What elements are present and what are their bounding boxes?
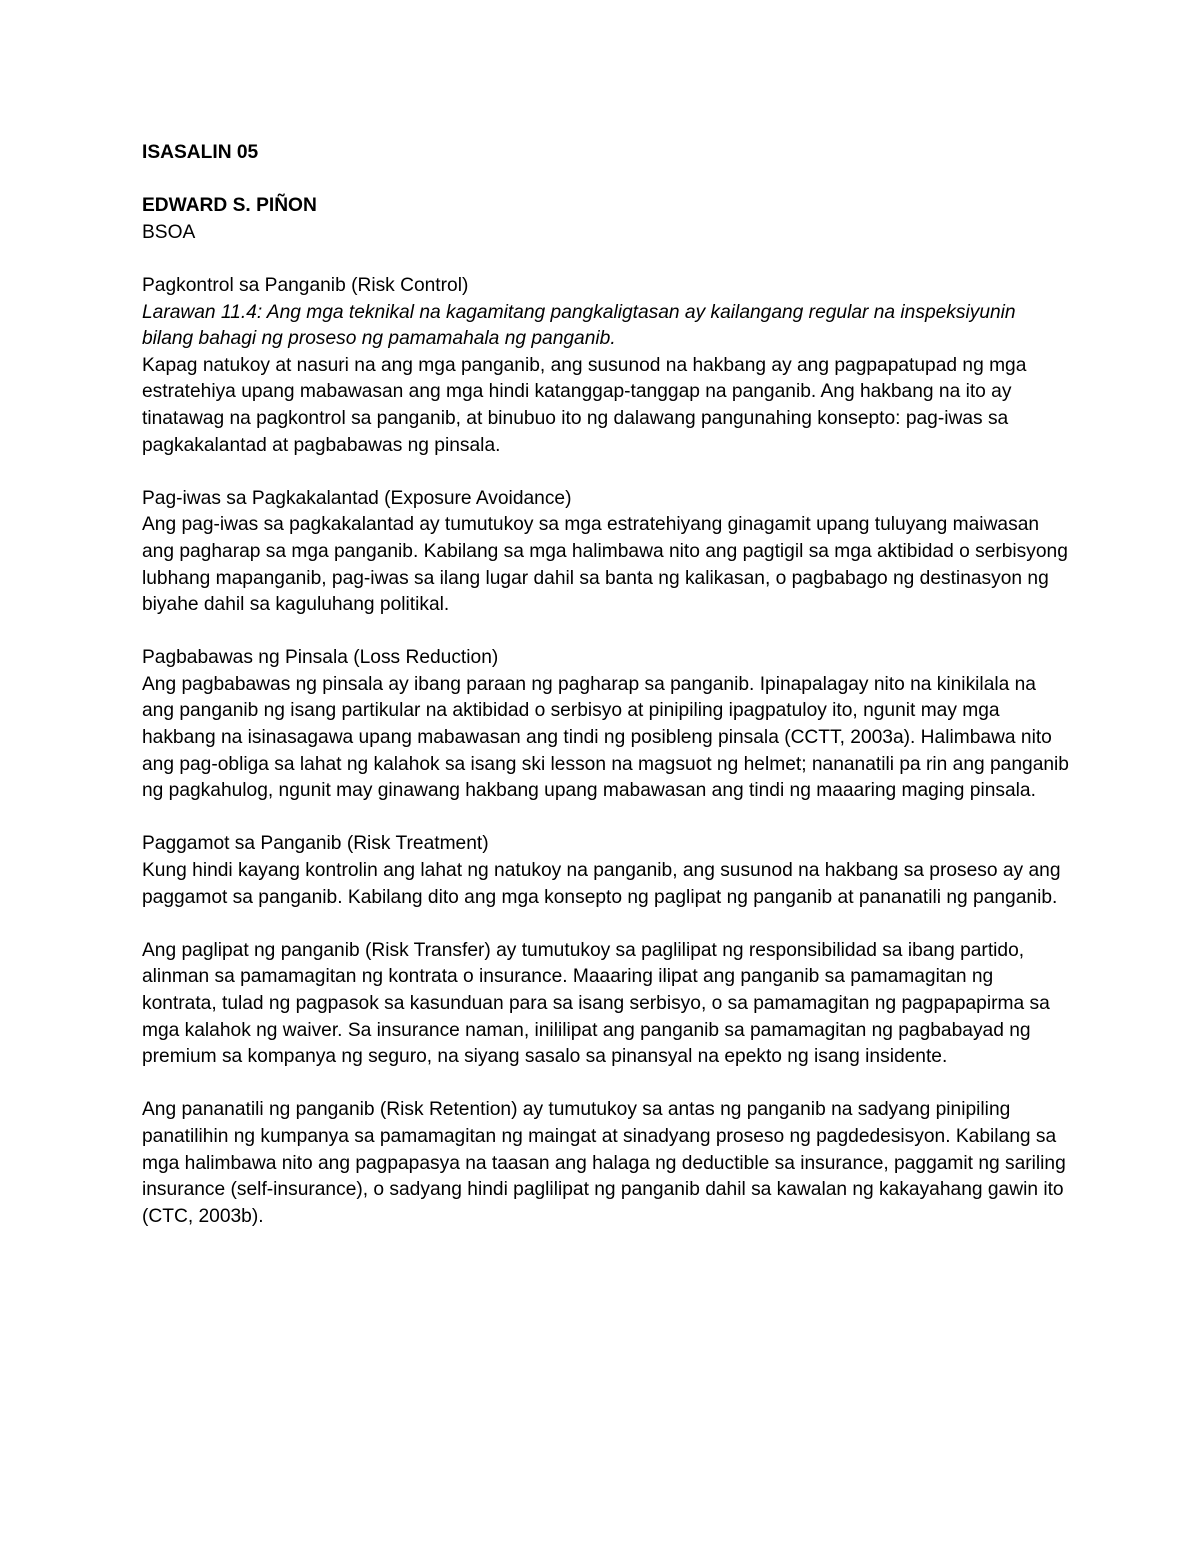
course-name: BSOA [142, 221, 196, 243]
paragraph-risk-transfer: Ang paglipat ng panganib (Risk Transfer) ay tumutukoy sa paglilipat ng responsibilidad sa ibang partido, alinman sa pamamagitan ng kontrata o insurance. Maaaring ilipat ang panganib sa pamamagitan ng kontrata, tulad ng pagpasok sa kasunduan para sa isang serbisyo, o sa pamamagitan ng pagpapapirma sa mga kalahok ng waiver. Sa insurance naman, inililipat ang panganib sa pamamagitan ng pagbabayad ng premium sa kompanya ng seguro, na siyang sasalo sa pinansyal na epekto ng isang insidente. [142, 939, 1050, 1068]
section-body-risk-control: Kapag natukoy at nasuri na ang mga panganib, ang susunod na hakbang ay ang pagpapatupad ng mga estratehiya upang mabawasan ang mga hindi katanggap-tanggap na panganib. Ang hakbang na ito ay tinatawag na pagkontrol sa panganib, at binubuo ito ng dalawang pangunahing konsepto: pag-iwas sa pagkakalantad at pagbabawas ng pinsala. [142, 354, 1027, 456]
section-heading-loss-reduction: Pagbabawas ng Pinsala (Loss Reduction) [142, 647, 499, 669]
author-name: EDWARD S. PIÑON [142, 195, 317, 217]
section-body-risk-treatment: Kung hindi kayang kontrolin ang lahat ng natukoy na panganib, ang susunod na hakbang sa proseso ay ang paggamot sa panganib. Kabilang dito ang mga konsepto ng paglipat ng panganib at pananatili ng panganib. [142, 860, 1061, 908]
section-heading-risk-control: Pagkontrol sa Panganib (Risk Control) [142, 274, 469, 296]
spacer [142, 1071, 1072, 1098]
spacer [142, 619, 1072, 646]
section-body-exposure-avoidance: Ang pag-iwas sa pagkakalantad ay tumutukoy sa mga estratehiyang ginagamit upang tuluyang maiwasan ang pagharap sa mga panganib. Kabilang sa mga halimbawa nito ang pagtigil sa mga aktibidad o serbisyong lubhang mapanganib, pag-iwas sa ilang lugar dahil sa banta ng kalikasan, o pagbabago ng destinasyon ng biyahe dahil sa kaguluhang politikal. [142, 514, 1068, 616]
spacer [142, 911, 1072, 938]
document-page [142, 140, 1072, 1230]
spacer [142, 459, 1072, 486]
document-title: ISASALIN 05 [142, 142, 259, 163]
section-heading-exposure-avoidance: Pag-iwas sa Pagkakalantad (Exposure Avoidance) [142, 487, 572, 509]
spacer [142, 246, 1072, 273]
section-body-loss-reduction: Ang pagbabawas ng pinsala ay ibang paraan ng pagharap sa panganib. Ipinapalagay nito na kinikilala na ang panganib ng isang partikular na aktibidad o serbisyo at pinipiling ipagpatuloy ito, ngunit may mga hakbang na isinasagawa upang mabawasan ang tindi ng posibleng pinsala (CCTT, 2003a). Halimbawa nito ang pag-obliga sa lahat ng kalahok sa isang ski lesson na magsuot ng helmet; nananatili pa rin ang panganib ng pagkahulog, ngunit may ginawang hakbang upang mabawasan ang tindi ng maaaring maging pinsala. [142, 673, 1069, 802]
spacer [142, 805, 1072, 832]
spacer [142, 167, 1072, 194]
paragraph-risk-retention: Ang pananatili ng panganib (Risk Retention) ay tumutukoy sa antas ng panganib na sadyang pinipiling panatilihin ng kumpanya sa pamamagitan ng maingat at sinadyang proseso ng pagdedesisyon. Kabilang sa mga halimbawa nito ang pagpapasya na taasan ang halaga ng deductible sa insurance, paggamit ng sariling insurance (self-insurance), o sadyang hindi paglilipat ng panganib dahil sa kawalan ng kakayahang gawin ito (CTC, 2003b). [142, 1099, 1066, 1227]
section-heading-risk-treatment: Paggamot sa Panganib (Risk Treatment) [142, 833, 489, 855]
figure-caption: Larawan 11.4: Ang mga teknikal na kagamitang pangkaligtasan ay kailangang regular na inspeksiyunin bilang bahagi ng proseso ng pamamahala ng panganib. [142, 301, 1016, 350]
